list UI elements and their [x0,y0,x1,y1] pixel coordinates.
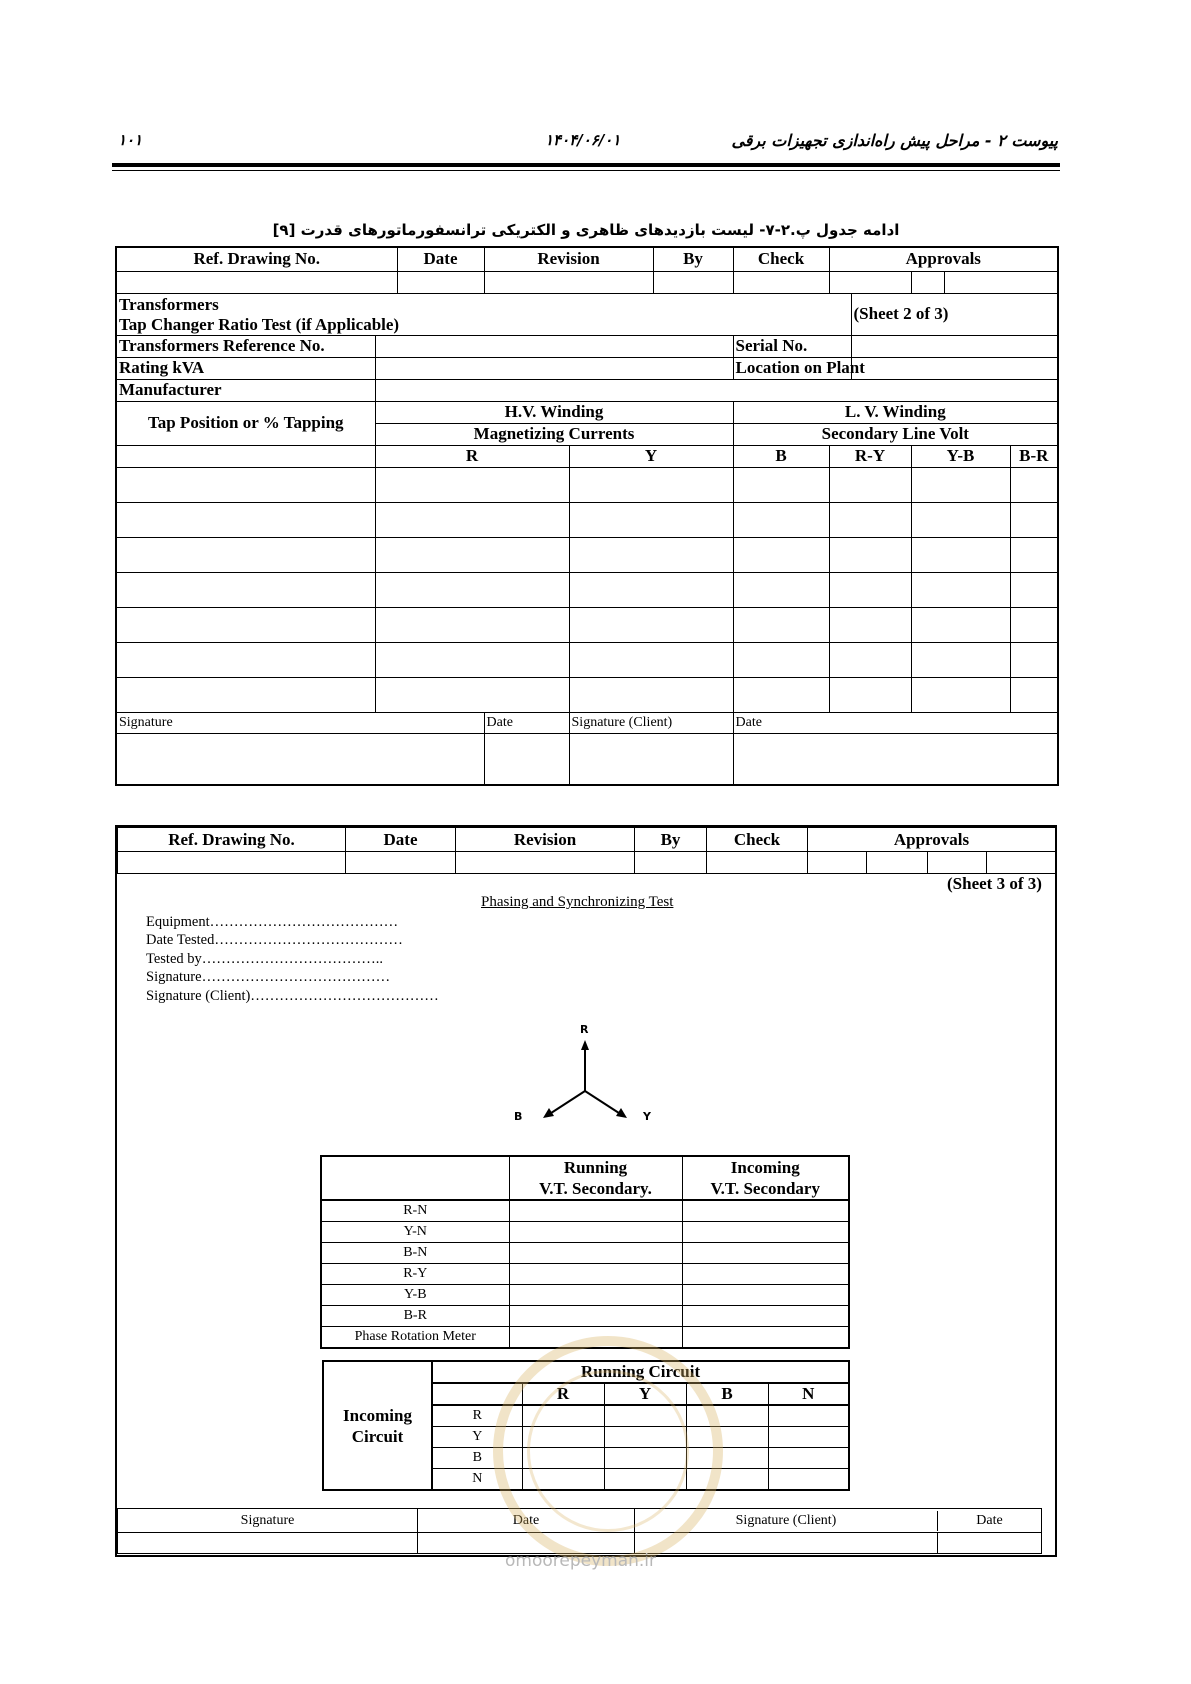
phase-b-header: B [733,445,829,467]
location-value[interactable] [851,357,1058,379]
label-ref-no: Transformers Reference No. [116,335,375,357]
vt-row-label: Y-N [321,1222,509,1243]
cell[interactable] [1010,467,1058,502]
cell[interactable] [509,1285,682,1306]
cell[interactable] [116,467,375,502]
label-manufacturer: Manufacturer [116,379,375,401]
check-cell[interactable] [733,271,829,293]
cell[interactable] [604,1469,686,1491]
signature-client-text: Signature (Client) [635,1511,938,1531]
signature-label: Signature [116,712,484,733]
by-cell[interactable] [653,271,733,293]
table-row [116,607,1058,642]
phase-y-header: Y [569,445,733,467]
signature-field[interactable] [116,733,484,785]
cell[interactable] [911,677,1010,712]
col-check: Check [733,247,829,271]
signature-client-field[interactable] [635,1533,1042,1554]
running-label: Running [563,1158,628,1177]
phase-ry-header: R-Y [829,445,911,467]
cell[interactable] [682,1222,849,1243]
cell[interactable] [569,607,733,642]
cell[interactable] [768,1469,849,1491]
cell[interactable] [911,572,1010,607]
revision-cell[interactable] [484,271,653,293]
sheet3-number: (Sheet 3 of 3) [947,874,1042,893]
cell[interactable] [911,537,1010,572]
circuit-col-r: R [522,1383,604,1405]
cell[interactable] [768,1448,849,1469]
col-approvals: Approvals [808,828,1056,852]
phase-br-header: B-R [1010,445,1058,467]
signature-field[interactable] [118,1533,418,1554]
date-field[interactable] [484,733,569,785]
cell[interactable] [375,572,569,607]
field-equipment[interactable]: Equipment………………………………… [146,914,399,930]
sheet2-table [115,246,1059,786]
cell[interactable] [375,677,569,712]
table-row [116,642,1058,677]
vt-row-label: R-N [321,1200,509,1222]
date-client-field[interactable] [733,733,1058,785]
date-label: Date [484,712,569,733]
spacer [1042,1509,1056,1533]
cell[interactable] [509,1327,682,1349]
date-label: Date [418,1509,635,1533]
cell[interactable] [116,677,375,712]
running-circuit-header: Running Circuit [432,1361,849,1383]
phasor-label-b: B [514,1110,523,1123]
circuit-col-n: N [768,1383,849,1405]
tap-blank-header [116,445,375,467]
ref-no-value[interactable] [375,335,733,357]
cell[interactable] [733,572,829,607]
phasor-label-r: R [580,1023,589,1036]
cell[interactable] [733,537,829,572]
date-client-label: Date [733,712,1058,733]
approval-cell-2[interactable] [867,852,928,874]
vt-blank-header [321,1156,509,1200]
date-cell[interactable] [346,852,456,874]
cell[interactable] [569,572,733,607]
cell[interactable] [375,642,569,677]
circuit-col-y: Y [604,1383,686,1405]
approval-cell-1[interactable] [829,271,911,293]
spacer [1042,1533,1056,1554]
cell[interactable] [829,677,911,712]
serial-value[interactable] [851,335,1058,357]
tap-position-header: Tap Position or % Tapping [116,401,375,445]
cell[interactable] [1010,642,1058,677]
phase-yb-header: Y-B [911,445,1010,467]
cell[interactable] [768,1427,849,1448]
table-row [116,467,1058,502]
cell[interactable] [509,1306,682,1327]
cell[interactable] [375,467,569,502]
approval-cell-2[interactable] [911,271,944,293]
col-check: Check [707,828,808,852]
signature-client-field[interactable] [569,733,733,785]
page-number: ۱۰۱ [118,131,143,149]
cell[interactable] [509,1264,682,1285]
cell[interactable] [522,1427,604,1448]
cell[interactable] [1010,572,1058,607]
sec-line-volt-header: Secondary Line Volt [733,423,1058,445]
lv-winding-header: L. V. Winding [733,401,1058,423]
cell[interactable] [829,642,911,677]
cell[interactable] [733,642,829,677]
incoming-sub-label: V.T. Secondary [710,1179,820,1198]
sheet2-number: (Sheet 2 of 3) [851,293,1058,335]
cell[interactable] [116,607,375,642]
label-location: Location on Plant [733,357,851,379]
cell[interactable] [1010,677,1058,712]
col-date: Date [397,247,484,271]
cell[interactable] [733,677,829,712]
cell[interactable] [569,537,733,572]
cell[interactable] [116,642,375,677]
cell[interactable] [116,502,375,537]
cell[interactable] [509,1243,682,1264]
watermark-url: omoorepeyman.ir [505,1551,657,1571]
cell[interactable] [686,1448,768,1469]
table-row [116,572,1058,607]
circuit-table [322,1360,850,1491]
ref-drawing-cell[interactable] [118,852,346,874]
cell[interactable] [682,1327,849,1349]
cell[interactable] [375,537,569,572]
col-ref-drawing: Ref. Drawing No. [116,247,397,271]
sheet3-signature-table [117,1508,1056,1554]
cell[interactable] [116,537,375,572]
cell[interactable] [911,502,1010,537]
test-title: Phasing and Synchronizing Test [481,894,674,910]
cell[interactable] [375,502,569,537]
cell[interactable] [829,607,911,642]
cell[interactable] [829,502,911,537]
cell[interactable] [682,1200,849,1222]
cell[interactable] [686,1427,768,1448]
cell[interactable] [686,1469,768,1491]
table-caption: ادامه جدول پ.۲-۷- لیست بازدیدهای ظاهری و الکتریکی ترانسفورماتورهای قدرت [۹] [272,221,900,239]
cell[interactable] [522,1448,604,1469]
signature-client-label [635,1509,1042,1533]
col-by: By [653,247,733,271]
cell[interactable] [522,1405,604,1427]
date-client-input[interactable] [938,1533,1041,1553]
vt-row-label: B-R [321,1306,509,1327]
field-signature-client[interactable]: Signature (Client)………………………………… [146,988,439,1004]
running-sub-label: V.T. Secondary. [539,1179,652,1198]
col-by: By [635,828,707,852]
incoming-vt-header [682,1156,849,1200]
revision-cell[interactable] [456,852,635,874]
cell[interactable] [509,1222,682,1243]
col-approvals: Approvals [829,247,1058,271]
sheet2-title [116,293,851,335]
col-date: Date [346,828,456,852]
approval-cell-3[interactable] [928,852,987,874]
cell[interactable] [1010,607,1058,642]
cell[interactable] [604,1405,686,1427]
label-rating: Rating kVA [116,357,375,379]
vt-row-label: Y-B [321,1285,509,1306]
cell[interactable] [733,467,829,502]
approval-cell-1[interactable] [808,852,867,874]
col-revision: Revision [484,247,653,271]
cell[interactable] [733,607,829,642]
mag-currents-header: Magnetizing Currents [375,423,733,445]
circuit-col-b: B [686,1383,768,1405]
page-header-title: پیوست ۲ - مراحل پیش راه‌اندازی تجهیزات برقی [731,131,1058,150]
cell[interactable] [911,467,1010,502]
page-header-date: ۱۴۰۴/۰۶/۰۱ [545,131,621,149]
cell[interactable] [522,1469,604,1491]
date-client-text: Date [976,1512,1003,1528]
incoming-label: Incoming [730,1158,800,1177]
circuit-row-label: N [432,1469,522,1491]
cell[interactable] [1010,537,1058,572]
title-transformers: Transformers [119,294,219,314]
vt-table [320,1155,850,1349]
cell[interactable] [375,607,569,642]
signature-client-label: Signature (Client) [569,712,733,733]
phasor-label-y: Y [643,1110,651,1123]
field-tested-by[interactable]: Tested by……………………………….. [146,951,384,967]
phase-r-header: R [375,445,569,467]
cell[interactable] [768,1405,849,1427]
date-cell[interactable] [397,271,484,293]
manufacturer-value[interactable] [375,379,1058,401]
hv-winding-header: H.V. Winding [375,401,733,423]
circuit-row-label: B [432,1448,522,1469]
approval-cell-4[interactable] [987,852,1056,874]
corner-cell [432,1383,522,1405]
field-signature[interactable]: Signature………………………………… [146,969,391,985]
cell[interactable] [682,1285,849,1306]
cell[interactable] [604,1427,686,1448]
cell[interactable] [569,467,733,502]
cell[interactable] [829,467,911,502]
col-ref-drawing: Ref. Drawing No. [118,828,346,852]
vt-row-label: R-Y [321,1264,509,1285]
cell[interactable] [116,572,375,607]
signature-client-input[interactable] [635,1533,938,1553]
cell[interactable] [569,677,733,712]
sheet3-header-table [117,827,1056,874]
title-tap-changer: Tap Changer Ratio Test (if Applicable) [119,314,400,334]
vt-row-label: B-N [321,1243,509,1264]
incoming-circuit-label: Incoming Circuit [323,1361,432,1490]
cell[interactable] [682,1306,849,1327]
rating-value[interactable] [375,357,733,379]
col-revision: Revision [456,828,635,852]
check-cell[interactable] [707,852,808,874]
signature-label: Signature [118,1509,418,1533]
by-cell[interactable] [635,852,707,874]
circuit-row-label: R [432,1405,522,1427]
approval-cell-3[interactable] [944,271,1058,293]
table-row [116,677,1058,712]
cell[interactable] [829,537,911,572]
running-vt-header [509,1156,682,1200]
table-row [116,537,1058,572]
circuit-row-label: Y [432,1427,522,1448]
cell[interactable] [733,502,829,537]
cell[interactable] [1010,502,1058,537]
cell[interactable] [604,1448,686,1469]
cell[interactable] [911,607,1010,642]
header-rule-thin [112,170,1060,171]
cell[interactable] [569,502,733,537]
cell[interactable] [829,572,911,607]
field-date-tested[interactable]: Date Tested………………………………… [146,932,403,948]
ref-drawing-cell[interactable] [116,271,397,293]
phasor-diagram [505,1020,665,1130]
header-rule-thick [112,163,1060,167]
cell[interactable] [682,1264,849,1285]
cell[interactable] [911,642,1010,677]
cell[interactable] [682,1243,849,1264]
cell[interactable] [509,1200,682,1222]
label-serial: Serial No. [733,335,851,357]
cell[interactable] [686,1405,768,1427]
cell[interactable] [569,642,733,677]
table-row [116,502,1058,537]
vt-row-label: Phase Rotation Meter [321,1327,509,1349]
